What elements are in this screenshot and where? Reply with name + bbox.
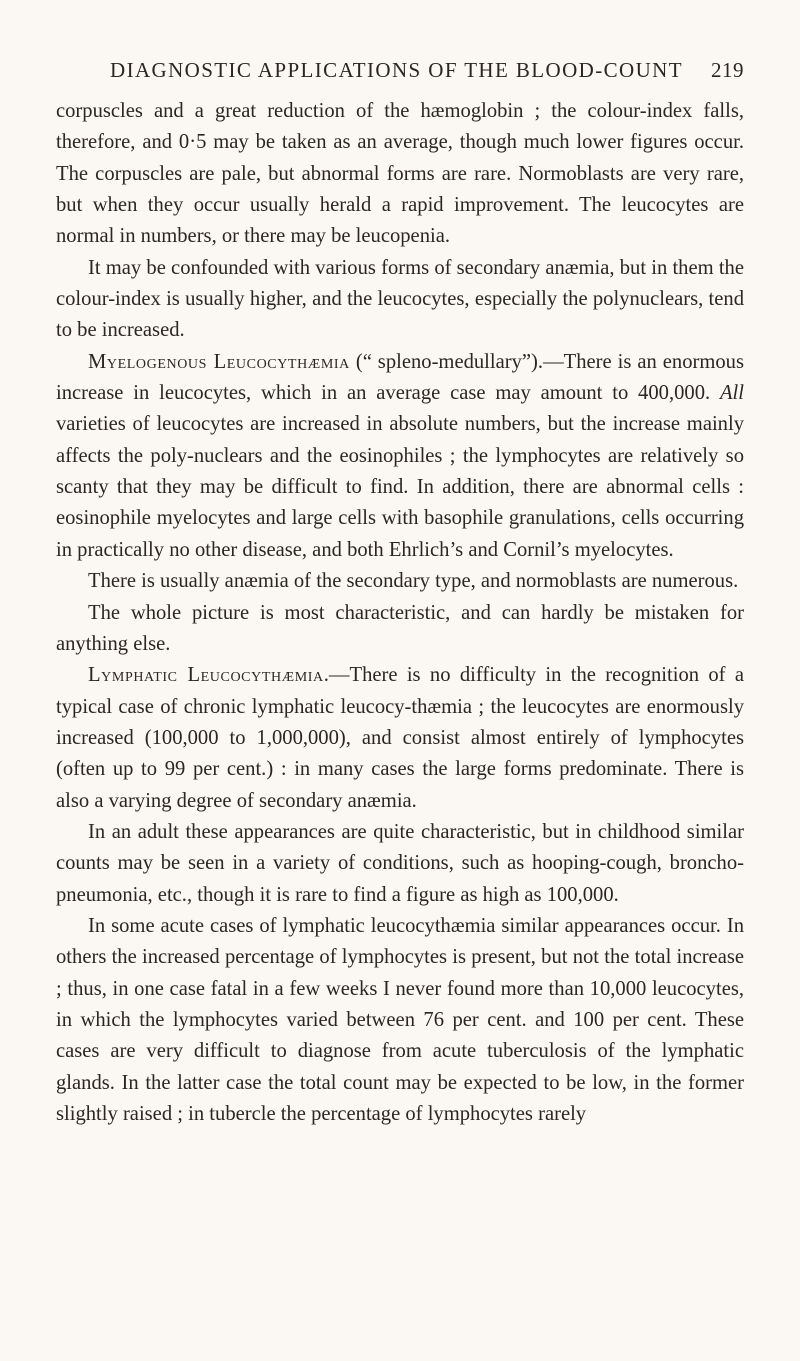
page-number: 219	[711, 58, 744, 82]
paragraph-lymphatic	[56, 660, 744, 817]
paragraph-continuation: corpuscles and a great reduction of the hæmoglobin ; the colour-index falls, therefore, and 0·5 may be taken as an average, though much lower figures occur. The corpuscles are pale, but abnormal forms are rare. Normoblasts are very rare, but when they occur usually herald a rapid improvement. The leucocytes are normal in numbers, or there may be leucopenia.	[56, 100, 744, 248]
paragraph-myelogenous-text-b: varieties of leucocytes are increased in absolute numbers, but the increase mainly affects the poly-nuclears and the eosinophiles ; the lymphocytes are relatively so scanty that they may be difficult to find. In addition, there are abnormal cells : eosinophile myelocytes and large cells with basophile granulations, cells occurring in practically no other disease, and both Ehrlich’s and Cornil’s myelocytes.	[56, 413, 744, 561]
running-title: DIAGNOSTIC APPLICATIONS OF THE BLOOD-COUNT	[110, 58, 683, 82]
paragraph-adult-childhood: In an adult these appearances are quite characteristic, but in childhood similar counts may be seen in a variety of conditions, such as hooping-cough, broncho-pneumonia, etc., though it is rare to find a figure as high as 100,000.	[56, 820, 744, 906]
section-heading-lymphatic: Lymphatic Leucocythæmia	[88, 664, 324, 687]
emphasis-all: All	[719, 382, 744, 405]
paragraph-myelogenous-text-a: (“ spleno-medullary”).—There is an enormous increase in leucocytes, which in an average case may amount to 400,000.	[56, 350, 744, 405]
paragraph-picture: The whole picture is most characteristic, and can hardly be mistaken for anything else.	[56, 601, 744, 655]
running-head	[56, 56, 744, 84]
book-page	[56, 56, 744, 1130]
paragraph-lymphatic-text: .—There is no difficulty in the recognition of a typical case of chronic lymphatic leucocy-thæmia ; the leucocytes are enormously increased (100,000 to 1,000,000), and consist almost entirely of lymphocytes (often up to 99 per cent.) : in many cases the large forms predominate. There is also a varying degree of secondary anæmia.	[56, 664, 745, 812]
paragraph-differential: It may be confounded with various forms of secondary anæmia, but in them the colour-index is usually higher, and the leucocytes, especially the polynuclears, tend to be increased.	[56, 256, 744, 342]
section-heading-myelogenous: Myelogenous Leucocythæmia	[88, 350, 350, 373]
paragraph-acute-cases: In some acute cases of lymphatic leucocythæmia similar appearances occur. In others the increased percentage of lymphocytes is present, but not the total increase ; thus, in one case fatal in a few weeks I never found more than 10,000 leucocytes, in which the lymphocytes varied between 76 per cent. and 100 per cent. These cases are very difficult to diagnose from acute tuberculosis of the lymphatic glands. In the latter case the total count may be expected to be low, in the former slightly raised ; in tubercle the percentage of lymphocytes rarely	[56, 914, 744, 1125]
paragraph-anaemia: There is usually anæmia of the secondary type, and normoblasts are numerous.	[88, 570, 739, 593]
paragraph-myelogenous	[56, 347, 744, 566]
body-text	[56, 96, 744, 1130]
